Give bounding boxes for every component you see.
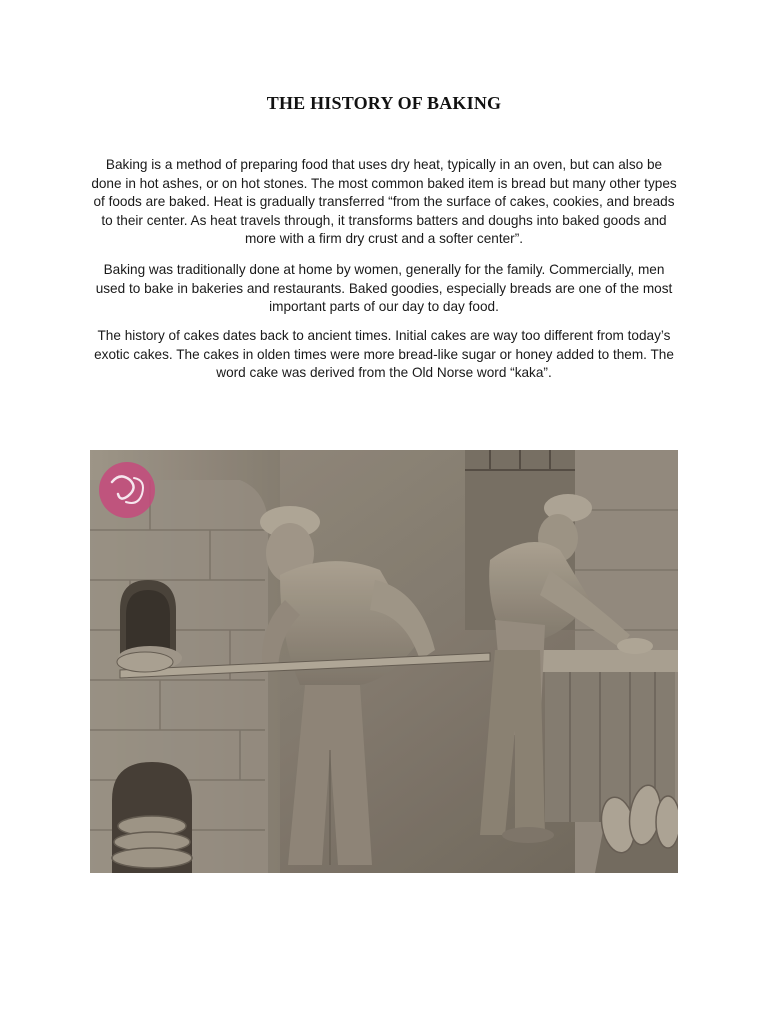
paragraph-cake-history: The history of cakes dates back to ancient times. Initial cakes are way too different from today’s exotic cakes. The cakes in olden times were more bread-like sugar or honey added to them. The word cake was derived from the Old Norse word “kaka”. [94,328,674,380]
bakers-relief-image [90,450,678,873]
page-title: THE HISTORY OF BAKING [266,93,502,113]
paragraph-baking-definition: Baking is a method of preparing food that uses dry heat, typically in an oven, but can also be done in hot ashes, or on hot stones. The most common baked item is bread but many other types of foods are baked. Heat is gradually transferred “from the surface of cakes, cookies, and breads to their center. As heat travels through, it transforms batters and doughs into baked goods and more with a firm dry crust and a softer center”. [91,157,677,246]
logo-watermark [99,462,155,518]
relief-illustration [90,450,678,873]
paragraph-baking-tradition: Baking was traditionally done at home by women, generally for the family. Commercially, men used to bake in bakeries and restaurants. Baked goodies, especially breads are one of the most important parts of our day to day food. [95,262,673,314]
